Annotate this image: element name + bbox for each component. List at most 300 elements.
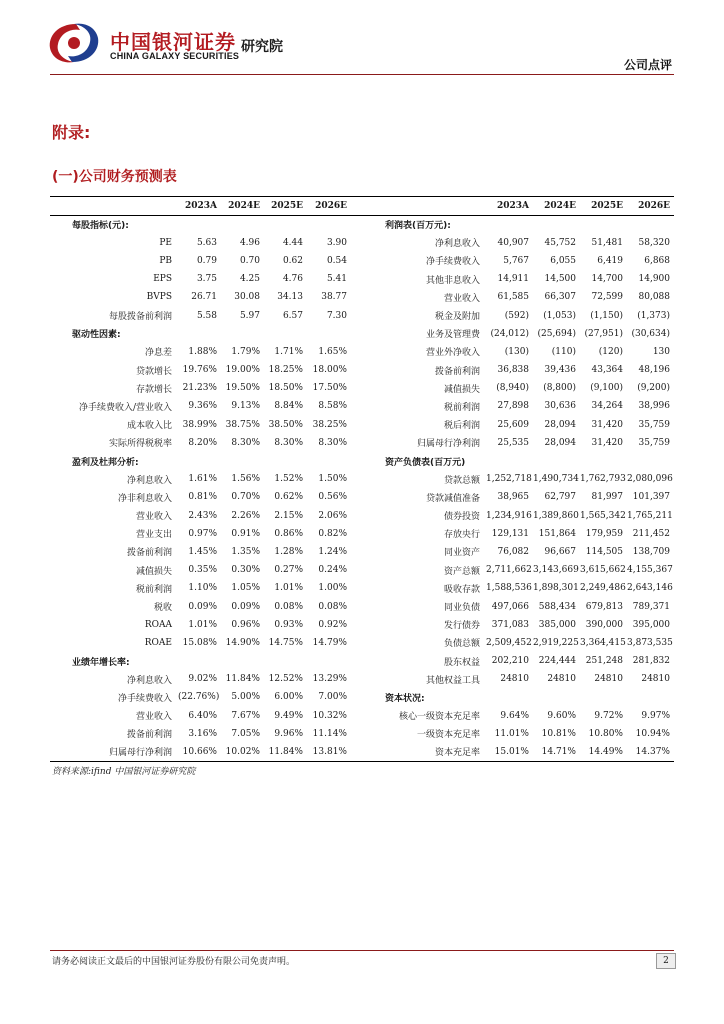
value-cell: 12.52% bbox=[268, 674, 303, 685]
value-cell: 10.02% bbox=[221, 743, 264, 761]
value-cell: 0.62 bbox=[282, 255, 303, 266]
value-cell: (130) bbox=[504, 346, 529, 357]
value-cell: 14.49% bbox=[580, 743, 627, 761]
row-label: 税后利润 bbox=[443, 421, 480, 432]
value-cell: 38,965 bbox=[497, 492, 529, 503]
value-cell: 0.70% bbox=[231, 492, 260, 503]
row-label: BVPS bbox=[146, 292, 172, 303]
value-cell: 251,248 bbox=[585, 656, 623, 667]
value-cell: 2,919,225 bbox=[533, 637, 579, 648]
value-cell: 7.00% bbox=[318, 692, 347, 703]
row-label: 拨备前利润 bbox=[126, 730, 172, 741]
row-label: PB bbox=[159, 255, 172, 266]
value-cell: 38.75% bbox=[225, 419, 260, 430]
value-cell: 1.01% bbox=[188, 619, 217, 630]
value-cell: 5.41 bbox=[326, 274, 347, 285]
row-label: 实际所得税税率 bbox=[108, 439, 172, 450]
value-cell: (8,940) bbox=[496, 383, 529, 394]
row-label: 归属母行净利润 bbox=[416, 439, 480, 450]
table-row bbox=[50, 525, 674, 543]
value-cell: 9.64% bbox=[500, 710, 529, 721]
value-cell: 0.79 bbox=[196, 255, 217, 266]
value-cell: 2.26% bbox=[231, 510, 260, 521]
value-cell: 43,364 bbox=[591, 365, 623, 376]
value-cell: 2,249,486 bbox=[580, 583, 626, 594]
table-row bbox=[50, 507, 674, 525]
value-cell: 0.97% bbox=[188, 528, 217, 539]
value-cell: 9.96% bbox=[274, 728, 303, 739]
value-cell: 10.66% bbox=[178, 743, 221, 761]
value-cell: 58,320 bbox=[638, 237, 670, 248]
galaxy-logo-icon bbox=[46, 20, 102, 66]
value-cell: 0.08% bbox=[318, 601, 347, 612]
value-cell: 1.24% bbox=[318, 546, 347, 557]
row-label: 净非利息收入 bbox=[117, 493, 172, 504]
value-cell: 0.09% bbox=[188, 601, 217, 612]
value-cell: 39,436 bbox=[544, 365, 576, 376]
value-cell: 6.40% bbox=[188, 710, 217, 721]
table-row bbox=[50, 743, 674, 761]
value-cell: 0.62% bbox=[274, 492, 303, 503]
value-cell: 1.45% bbox=[188, 546, 217, 557]
value-cell: 11.01% bbox=[494, 728, 529, 739]
value-cell: 3.90 bbox=[326, 237, 347, 248]
value-cell: 45,752 bbox=[544, 237, 576, 248]
value-cell: 14.90% bbox=[225, 637, 260, 648]
value-cell: 72,599 bbox=[591, 292, 623, 303]
value-cell: 15.01% bbox=[486, 743, 533, 761]
value-cell: 27,898 bbox=[497, 401, 529, 412]
year-header: 2023A bbox=[178, 197, 221, 216]
value-cell: 4.96 bbox=[239, 237, 260, 248]
value-cell: 66,307 bbox=[544, 292, 576, 303]
row-label: 净息差 bbox=[144, 348, 172, 359]
value-cell: 4.25 bbox=[239, 274, 260, 285]
table-row bbox=[50, 579, 674, 597]
table-row bbox=[50, 379, 674, 397]
value-cell: 24810 bbox=[500, 674, 529, 685]
section-heading: 驱动性因素: bbox=[72, 330, 121, 341]
value-cell: 40,907 bbox=[497, 237, 529, 248]
value-cell: 2.43% bbox=[188, 510, 217, 521]
value-cell: 28,094 bbox=[544, 437, 576, 448]
year-header: 2024E bbox=[533, 197, 580, 216]
row-label: 营业支出 bbox=[135, 530, 172, 541]
value-cell: 35,759 bbox=[638, 419, 670, 430]
value-cell: 281,832 bbox=[632, 656, 670, 667]
financial-forecast-table-container bbox=[50, 196, 674, 762]
financial-forecast-table bbox=[50, 196, 674, 762]
value-cell: 5.97 bbox=[239, 310, 260, 321]
value-cell: 3.75 bbox=[196, 274, 217, 285]
value-cell: 0.09% bbox=[231, 601, 260, 612]
table-body bbox=[50, 216, 674, 762]
page-number: 2 bbox=[656, 953, 676, 969]
value-cell: 36,838 bbox=[497, 365, 529, 376]
value-cell: 8.30% bbox=[231, 437, 260, 448]
value-cell: 2,080,096 bbox=[627, 474, 673, 485]
value-cell: 18.50% bbox=[268, 383, 303, 394]
value-cell: 0.24% bbox=[318, 565, 347, 576]
value-cell: 9.36% bbox=[188, 401, 217, 412]
value-cell: 4,155,367 bbox=[627, 565, 673, 576]
value-cell: 10.80% bbox=[588, 728, 623, 739]
row-label: 税收 bbox=[153, 603, 172, 614]
row-label: 营业外净收入 bbox=[425, 348, 480, 359]
value-cell: (9,200) bbox=[637, 383, 670, 394]
value-cell: (592) bbox=[504, 310, 529, 321]
row-label: 一级资本充足率 bbox=[416, 730, 480, 741]
value-cell: 3,615,662 bbox=[580, 565, 626, 576]
value-cell: 1.28% bbox=[274, 546, 303, 557]
row-label: 税前利润 bbox=[135, 584, 172, 595]
value-cell: 17.50% bbox=[312, 383, 347, 394]
value-cell: 5.58 bbox=[196, 310, 217, 321]
value-cell: 0.96% bbox=[231, 619, 260, 630]
section-heading: 利润表(百万元): bbox=[385, 221, 451, 232]
row-label: 贷款增长 bbox=[135, 366, 172, 377]
row-label: 存放央行 bbox=[443, 530, 480, 541]
value-cell: 0.82% bbox=[318, 528, 347, 539]
value-cell: 1,252,718 bbox=[486, 474, 532, 485]
value-cell: 5.63 bbox=[196, 237, 217, 248]
row-label: 营业收入 bbox=[135, 512, 172, 523]
value-cell: 10.32% bbox=[312, 710, 347, 721]
value-cell: 1.71% bbox=[274, 346, 303, 357]
row-label: 成本收入比 bbox=[126, 421, 172, 432]
value-cell: 24810 bbox=[641, 674, 670, 685]
year-header: 2025E bbox=[264, 197, 307, 216]
value-cell: 14.71% bbox=[533, 743, 580, 761]
value-cell: 1.35% bbox=[231, 546, 260, 557]
value-cell: 76,082 bbox=[497, 546, 529, 557]
row-label: 净利息收入 bbox=[126, 675, 172, 686]
value-cell: 1,234,916 bbox=[486, 510, 532, 521]
value-cell: 3,364,415 bbox=[580, 637, 626, 648]
row-label: 营业收入 bbox=[443, 293, 480, 304]
section-heading: 每股指标(元): bbox=[72, 221, 129, 232]
value-cell: 9.72% bbox=[594, 710, 623, 721]
value-cell: (24,012) bbox=[490, 328, 529, 339]
year-header: 2023A bbox=[486, 197, 533, 216]
value-cell: 11.84% bbox=[225, 674, 260, 685]
header-blank-right bbox=[351, 197, 486, 216]
table-row bbox=[50, 234, 674, 252]
value-cell: 62,797 bbox=[544, 492, 576, 503]
table-row bbox=[50, 270, 674, 288]
value-cell: 28,094 bbox=[544, 419, 576, 430]
value-cell: 8.58% bbox=[318, 401, 347, 412]
table-row bbox=[50, 325, 674, 343]
row-label: 拨备前利润 bbox=[434, 366, 480, 377]
table-row bbox=[50, 452, 674, 470]
row-label: ROAA bbox=[144, 619, 172, 630]
value-cell: 385,000 bbox=[538, 619, 576, 630]
value-cell: 0.86% bbox=[274, 528, 303, 539]
value-cell: 7.05% bbox=[231, 728, 260, 739]
value-cell: 34.13 bbox=[277, 292, 303, 303]
row-label: 其他非息收入 bbox=[425, 275, 480, 286]
value-cell: 371,083 bbox=[491, 619, 529, 630]
row-label: 股东权益 bbox=[443, 657, 480, 668]
value-cell: 9.02% bbox=[188, 674, 217, 685]
section-heading: 资本状况: bbox=[385, 693, 425, 704]
value-cell: (110) bbox=[551, 346, 576, 357]
value-cell: (9,100) bbox=[590, 383, 623, 394]
row-label: 债券投资 bbox=[443, 512, 480, 523]
table-row bbox=[50, 361, 674, 379]
value-cell: 588,434 bbox=[538, 601, 576, 612]
value-cell: 13.81% bbox=[307, 743, 351, 761]
value-cell: 96,667 bbox=[544, 546, 576, 557]
year-header: 2026E bbox=[627, 197, 674, 216]
row-label: 拨备前利润 bbox=[126, 548, 172, 559]
value-cell: (1,373) bbox=[637, 310, 670, 321]
footer-divider bbox=[50, 950, 674, 951]
table-header-row bbox=[50, 197, 674, 216]
value-cell: 61,585 bbox=[497, 292, 529, 303]
value-cell: 151,864 bbox=[538, 528, 576, 539]
value-cell: 0.93% bbox=[274, 619, 303, 630]
row-label: 同业负债 bbox=[443, 603, 480, 614]
value-cell: (1,150) bbox=[590, 310, 623, 321]
value-cell: 11.14% bbox=[312, 728, 347, 739]
value-cell: 1,762,793 bbox=[580, 474, 626, 485]
row-label: 资产总额 bbox=[443, 566, 480, 577]
value-cell: 9.13% bbox=[231, 401, 260, 412]
value-cell: 1.79% bbox=[231, 346, 260, 357]
year-header: 2024E bbox=[221, 197, 264, 216]
value-cell: 30,636 bbox=[544, 401, 576, 412]
value-cell: 9.49% bbox=[274, 710, 303, 721]
row-label: ROAE bbox=[144, 637, 172, 648]
table-row bbox=[50, 488, 674, 506]
value-cell: 25,609 bbox=[497, 419, 529, 430]
value-cell: 48,196 bbox=[638, 365, 670, 376]
year-header: 2025E bbox=[580, 197, 627, 216]
value-cell: 114,505 bbox=[585, 546, 623, 557]
value-cell: 0.56% bbox=[318, 492, 347, 503]
row-label: 存款增长 bbox=[135, 384, 172, 395]
value-cell: (30,634) bbox=[631, 328, 670, 339]
table-row bbox=[50, 434, 674, 452]
value-cell: 6,419 bbox=[597, 255, 623, 266]
value-cell: 18.00% bbox=[312, 365, 347, 376]
value-cell: 9.60% bbox=[547, 710, 576, 721]
section-heading: 盈利及杜邦分析: bbox=[72, 457, 139, 468]
value-cell: 19.50% bbox=[225, 383, 260, 394]
value-cell: 497,066 bbox=[491, 601, 529, 612]
value-cell: 0.91% bbox=[231, 528, 260, 539]
value-cell: 1.05% bbox=[231, 583, 260, 594]
value-cell: 15.08% bbox=[182, 637, 217, 648]
value-cell: 6.57 bbox=[282, 310, 303, 321]
value-cell: (25,694) bbox=[537, 328, 576, 339]
report-type: 公司点评 bbox=[623, 58, 672, 72]
value-cell: 2,643,146 bbox=[627, 583, 673, 594]
table-row bbox=[50, 561, 674, 579]
table-row bbox=[50, 707, 674, 725]
value-cell: 3.16% bbox=[188, 728, 217, 739]
value-cell: 1.00% bbox=[318, 583, 347, 594]
value-cell: 19.00% bbox=[225, 365, 260, 376]
value-cell: 25,535 bbox=[497, 437, 529, 448]
disclaimer-text: 请务必阅读正文最后的中国银河证券股份有限公司免责声明。 bbox=[52, 957, 296, 967]
value-cell: 3,873,535 bbox=[627, 637, 673, 648]
value-cell: 0.27% bbox=[274, 565, 303, 576]
row-label: EPS bbox=[153, 274, 172, 285]
brand-name-cn: 中国银河证券 bbox=[110, 30, 236, 54]
header-blank-left bbox=[50, 197, 178, 216]
row-label: 减值损失 bbox=[443, 384, 480, 395]
value-cell: 0.35% bbox=[188, 565, 217, 576]
value-cell: 5,767 bbox=[503, 255, 529, 266]
table-row bbox=[50, 416, 674, 434]
value-cell: 38.77 bbox=[321, 292, 347, 303]
row-label: 净手续费收入 bbox=[117, 693, 172, 704]
value-cell: 10.94% bbox=[635, 728, 670, 739]
year-header: 2026E bbox=[307, 197, 351, 216]
value-cell: 129,131 bbox=[491, 528, 529, 539]
row-label: 同业资产 bbox=[443, 548, 480, 559]
table-row bbox=[50, 306, 674, 324]
institute-label: 研究院 bbox=[241, 39, 283, 55]
value-cell: 81,997 bbox=[591, 492, 623, 503]
value-cell: 4.76 bbox=[282, 274, 303, 285]
row-label: 净手续费收入/营业收入 bbox=[78, 402, 172, 413]
value-cell: 19.76% bbox=[182, 365, 217, 376]
value-cell: 7.30 bbox=[326, 310, 347, 321]
value-cell: 24810 bbox=[594, 674, 623, 685]
source-note: 资料来源:ifind 中国银河证券研究院 bbox=[52, 767, 196, 777]
value-cell: 30.08 bbox=[234, 292, 260, 303]
table-row bbox=[50, 688, 674, 706]
table-row bbox=[50, 597, 674, 615]
row-label: 净利息收入 bbox=[126, 475, 172, 486]
value-cell: 138,709 bbox=[632, 546, 670, 557]
value-cell: 0.81% bbox=[188, 492, 217, 503]
section-heading: 资产负债表(百万元) bbox=[385, 457, 466, 468]
value-cell: 130 bbox=[652, 346, 670, 357]
value-cell: 18.25% bbox=[268, 365, 303, 376]
value-cell: 1,898,301 bbox=[533, 583, 579, 594]
value-cell: 4.44 bbox=[282, 237, 303, 248]
value-cell: 3,143,669 bbox=[533, 565, 579, 576]
value-cell: 5.00% bbox=[231, 692, 260, 703]
value-cell: 21.23% bbox=[182, 383, 217, 394]
value-cell: 1.65% bbox=[318, 346, 347, 357]
value-cell: 395,000 bbox=[632, 619, 670, 630]
value-cell: 8.30% bbox=[318, 437, 347, 448]
value-cell: (27,951) bbox=[584, 328, 623, 339]
row-label: PE bbox=[159, 237, 172, 248]
value-cell: 1,588,536 bbox=[486, 583, 532, 594]
value-cell: 0.92% bbox=[318, 619, 347, 630]
value-cell: 1.56% bbox=[231, 474, 260, 485]
value-cell: 51,481 bbox=[591, 237, 623, 248]
value-cell: 14.79% bbox=[312, 637, 347, 648]
value-cell: 6.00% bbox=[274, 692, 303, 703]
value-cell: 14.75% bbox=[268, 637, 303, 648]
table-row bbox=[50, 470, 674, 488]
value-cell: 6,055 bbox=[550, 255, 576, 266]
row-label: 资本充足率 bbox=[351, 743, 486, 761]
value-cell: 11.84% bbox=[264, 743, 307, 761]
value-cell: 202,210 bbox=[491, 656, 529, 667]
table-row bbox=[50, 652, 674, 670]
value-cell: 1,389,860 bbox=[533, 510, 579, 521]
value-cell: 101,397 bbox=[632, 492, 670, 503]
row-label: 吸收存款 bbox=[443, 584, 480, 595]
value-cell: 1.01% bbox=[274, 583, 303, 594]
table-row bbox=[50, 634, 674, 652]
value-cell: 10.81% bbox=[541, 728, 576, 739]
table-row bbox=[50, 543, 674, 561]
header-divider bbox=[50, 74, 674, 75]
value-cell: 38.25% bbox=[312, 419, 347, 430]
value-cell: 390,000 bbox=[585, 619, 623, 630]
row-label: 每股拨备前利润 bbox=[108, 312, 172, 323]
row-label: 贷款减值准备 bbox=[425, 493, 480, 504]
row-label: 税前利润 bbox=[443, 402, 480, 413]
section-title: (一)公司财务预测表 bbox=[52, 169, 177, 185]
value-cell: 31,420 bbox=[591, 437, 623, 448]
value-cell: 31,420 bbox=[591, 419, 623, 430]
value-cell: 14,911 bbox=[497, 274, 529, 285]
table-row bbox=[50, 725, 674, 743]
value-cell: 34,264 bbox=[591, 401, 623, 412]
section-heading: 业绩年增长率: bbox=[72, 657, 130, 668]
brand-name-en: CHINA GALAXY SECURITIES bbox=[110, 51, 240, 61]
value-cell: 6,868 bbox=[644, 255, 670, 266]
value-cell: 7.67% bbox=[231, 710, 260, 721]
value-cell: 14,700 bbox=[591, 274, 623, 285]
value-cell: 80,088 bbox=[638, 292, 670, 303]
row-label: 其他权益工具 bbox=[425, 675, 480, 686]
value-cell: 24810 bbox=[547, 674, 576, 685]
value-cell: 0.54 bbox=[326, 255, 347, 266]
row-label: 贷款总额 bbox=[443, 475, 480, 486]
value-cell: 8.20% bbox=[188, 437, 217, 448]
value-cell: 179,959 bbox=[585, 528, 623, 539]
value-cell: 38.99% bbox=[182, 419, 217, 430]
value-cell: 1,765,211 bbox=[627, 510, 673, 521]
value-cell: 35,759 bbox=[638, 437, 670, 448]
table-row bbox=[50, 670, 674, 688]
row-label: 税金及附加 bbox=[434, 312, 480, 323]
value-cell: 13.29% bbox=[312, 674, 347, 685]
value-cell: 0.30% bbox=[231, 565, 260, 576]
value-cell: 1.52% bbox=[274, 474, 303, 485]
appendix-title: 附录: bbox=[52, 123, 91, 142]
value-cell: 1,490,734 bbox=[533, 474, 579, 485]
value-cell: 1.88% bbox=[188, 346, 217, 357]
value-cell: (120) bbox=[598, 346, 623, 357]
table-row bbox=[50, 216, 674, 234]
table-row bbox=[50, 343, 674, 361]
table-row bbox=[50, 397, 674, 415]
value-cell: (22.76%) bbox=[178, 692, 220, 703]
table-row bbox=[50, 252, 674, 270]
value-cell: 1.10% bbox=[188, 583, 217, 594]
value-cell: 26.71 bbox=[191, 292, 217, 303]
table-row bbox=[50, 616, 674, 634]
value-cell: 2.06% bbox=[318, 510, 347, 521]
row-label: 减值损失 bbox=[135, 566, 172, 577]
value-cell: 14,900 bbox=[638, 274, 670, 285]
value-cell: 0.08% bbox=[274, 601, 303, 612]
value-cell: 2,509,452 bbox=[486, 637, 532, 648]
